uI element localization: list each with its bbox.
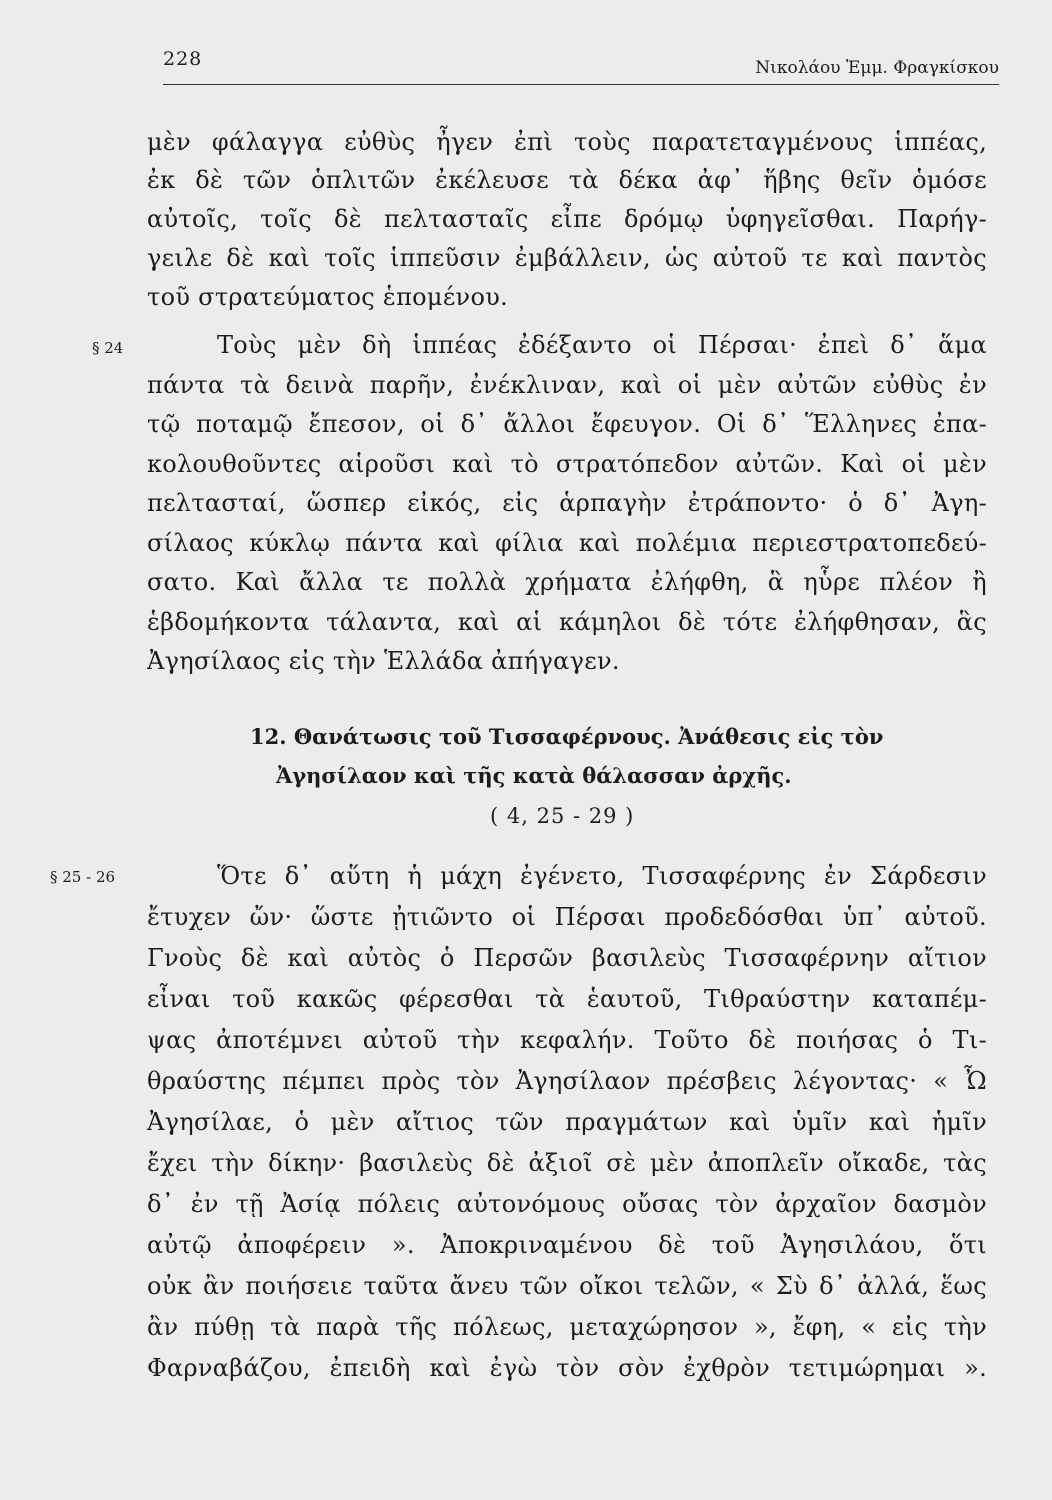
text-line: αὐτοῖς, τοῖς δὲ πελτασταῖς εἶπε δρόμῳ ὑφηγεῖσθαι. Παρήγ- <box>147 205 987 233</box>
running-title: Νικολάου Ἐμμ. Φραγκίσκου <box>755 58 999 78</box>
text-line: ἔχει τὴν δίκην· βασιλεὺς δὲ ἀξιοῖ σὲ μὲν ἀποπλεῖν οἴκαδε, τὰς <box>147 1149 987 1177</box>
text-line: ἔτυχεν ὤν· ὥστε ᾐτιῶντο οἱ Πέρσαι προδεδόσθαι ὑπ᾽ αὐτοῦ. <box>147 903 987 931</box>
text-line: ἑβδομήκοντα τάλαντα, καὶ αἱ κάμηλοι δὲ τότε ἐλήφθησαν, ἃς <box>147 608 987 636</box>
text-line: μὲν φάλαγγα εὐθὺς ἦγεν ἐπὶ τοὺς παρατεταγμένους ἱππέας, <box>147 128 987 156</box>
text-line: Τοὺς μὲν δὴ ἱππέας ἐδέξαντο οἱ Πέρσαι· ἐπεὶ δ᾽ ἅμα <box>217 331 987 359</box>
page-header <box>163 48 999 85</box>
page-number: 228 <box>163 48 203 70</box>
text-line: σατο. Καὶ ἄλλα τε πολλὰ χρήματα ἐλήφθη, ἃ ηὗρε πλέον ἢ <box>147 568 987 596</box>
text-line: ψας ἀποτέμνει αὐτοῦ τὴν κεφαλήν. Τοῦτο δὲ ποιήσας ὁ Τι- <box>147 1026 987 1054</box>
text-line: τῷ ποταμῷ ἔπεσον, οἱ δ᾽ ἄλλοι ἔφευγον. Οἱ δ᾽ Ἕλληνες ἐπα- <box>147 410 987 438</box>
text-line: γειλε δὲ καὶ τοῖς ἱππεῦσιν ἐμβάλλειν, ὡς αὐτοῦ τε καὶ παντὸς <box>147 244 987 272</box>
text-line: δ᾽ ἐν τῇ Ἀσίᾳ πόλεις αὐτονόμους οὔσας τὸν ἀρχαῖον δασμὸν <box>147 1190 987 1218</box>
section-heading: 12. Θανάτωσις τοῦ Τισσαφέρνους. Ἀνάθεσις εἰς τὸν <box>250 724 884 749</box>
margin-section-ref: § 25 - 26 <box>50 868 116 886</box>
text-line: εἶναι τοῦ κακῶς φέρεσθαι τὰ ἑαυτοῦ, Τιθραύστην καταπέμ- <box>147 985 987 1013</box>
text-line: κολουθοῦντες αἱροῦσι καὶ τὸ στρατόπεδον αὐτῶν. Καὶ οἱ μὲν <box>147 450 987 478</box>
text-line: Ἀγησίλαος εἰς τὴν Ἑλλάδα ἀπήγαγεν. <box>147 647 620 675</box>
text-line: ἐκ δὲ τῶν ὁπλιτῶν ἐκέλευσε τὰ δέκα ἀφ᾽ ἥβης θεῖν ὁμόσε <box>147 166 987 194</box>
text-line: ἂν πύθῃ τὰ παρὰ τῆς πόλεως, μεταχώρησον », ἔφη, « εἰς τὴν <box>147 1313 987 1341</box>
text-line: Ἀγησίλαε, ὁ μὲν αἴτιος τῶν πραγμάτων καὶ ὑμῖν καὶ ἡμῖν <box>147 1108 987 1136</box>
text-line: θραύστης πέμπει πρὸς τὸν Ἀγησίλαον πρέσβεις λέγοντας· « Ὦ <box>147 1067 987 1095</box>
section-source-ref: ( 4, 25 - 29 ) <box>490 804 635 828</box>
text-line: Γνοὺς δὲ καὶ αὐτὸς ὁ Περσῶν βασιλεὺς Τισσαφέρνην αἴτιον <box>147 944 987 972</box>
margin-section-ref: § 24 <box>92 339 124 357</box>
section-heading: Ἀγησίλαον καὶ τῆς κατὰ θάλασσαν ἀρχῆς. <box>276 763 792 788</box>
text-line: αὐτῷ ἀποφέρειν ». Ἀποκριναμένου δὲ τοῦ Ἀγησιλάου, ὅτι <box>147 1231 987 1259</box>
text-line: τοῦ στρατεύματος ἑπομένου. <box>147 283 509 311</box>
text-line: σίλαος κύκλῳ πάντα καὶ φίλια καὶ πολέμια περιεστρατοπεδεύ- <box>147 529 987 557</box>
text-line: πελτασταί, ὥσπερ εἰκός, εἰς ἁρπαγὴν ἐτράποντο· ὁ δ᾽ Ἀγη- <box>147 489 987 517</box>
text-line: Φαρναβάζου, ἐπειδὴ καὶ ἐγὼ τὸν σὸν ἐχθρὸν τετιμώρημαι ». <box>147 1354 987 1382</box>
text-line: πάντα τὰ δεινὰ παρῆν, ἐνέκλιναν, καὶ οἱ μὲν αὐτῶν εὐθὺς ἐν <box>147 371 987 399</box>
text-line: Ὅτε δ᾽ αὕτη ἡ μάχη ἐγένετο, Τισσαφέρνης ἐν Σάρδεσιν <box>217 862 987 890</box>
text-line: οὐκ ἂν ποιήσειε ταῦτα ἄνευ τῶν οἴκοι τελῶν, « Σὺ δ᾽ ἀλλά, ἕως <box>147 1272 987 1300</box>
